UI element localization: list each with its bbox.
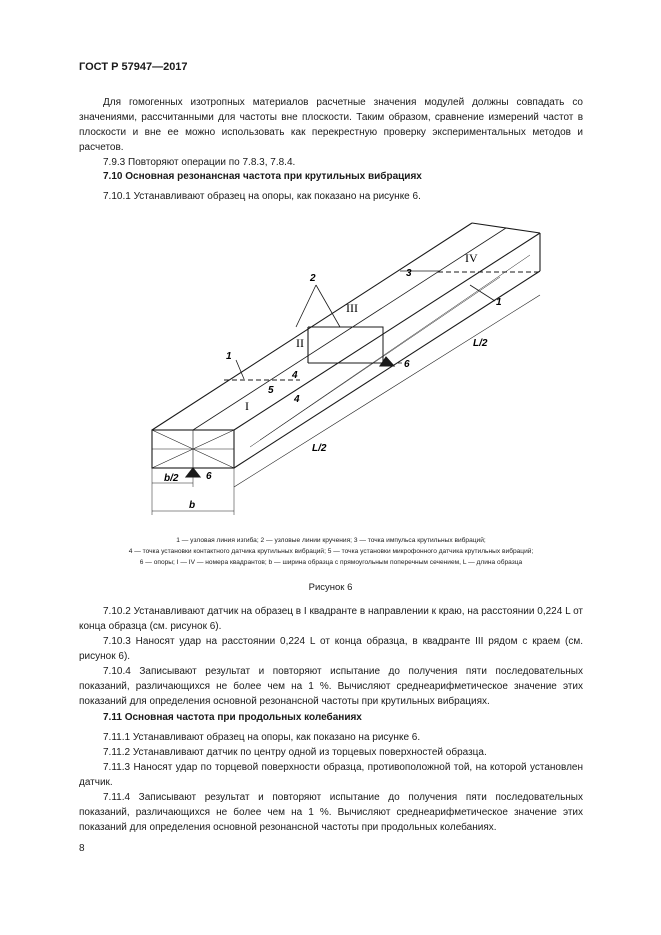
label-6-mid: 6 <box>404 359 410 370</box>
label-6-front: 6 <box>206 471 212 482</box>
dimension-b: b <box>189 500 196 511</box>
clause-7-9-3: 7.9.3 Повторяют операции по 7.8.3, 7.8.4. <box>103 157 296 168</box>
dimension-b2: b/2 <box>164 473 179 484</box>
quadrant-2-label: II <box>296 336 304 350</box>
dimension-l2-right: L/2 <box>473 338 488 349</box>
clause-7-11-3: 7.11.3 Наносят удар по торцевой поверхности образца, противоположной той, на которой установлен датчик. <box>79 762 583 788</box>
intro-paragraph: Для гомогенных изотропных материалов расчетные значения модулей должны совпадать со значениями, рассчитанными для частоты вне плоскости. Таким образом, сравнение измерений частот в плоскости и вне ее можно использовать как перекрестную проверку экспериментальных методов и расчетов. <box>79 97 583 153</box>
quadrant-1-label: I <box>245 399 249 413</box>
figure-6-diagram <box>140 215 560 525</box>
label-2: 2 <box>310 273 316 284</box>
clause-7-10-1: 7.10.1 Устанавливают образец на опоры, как показано на рисунке 6. <box>103 191 421 202</box>
label-1-left: 1 <box>226 351 232 362</box>
clause-7-11-4: 7.11.4 Записывают результат и повторяют испытание до получения пяти последовательных показаний, различающихся не более чем на 1 %. Вычисляют среднеарифметическое значение этих показаний для определения основной резонансной частоты при продольных колебаниях. <box>79 792 583 833</box>
label-4-top: 4 <box>292 370 298 381</box>
clause-7-10-3: 7.10.3 Наносят удар на расстоянии 0,224 L от конца образца, в квадранте III рядом с краем (см. рисунок 6). <box>79 636 583 662</box>
section-7-10-title: 7.10 Основная резонансная частота при крутильных вибрациях <box>103 171 422 182</box>
figure-legend-line-2: 4 — точка установки контактного датчика крутильных вибраций; 5 — точка установки микрофонного датчика крутильных вибраций; <box>128 548 534 555</box>
label-1-right: 1 <box>496 297 502 308</box>
section-7-11-title: 7.11 Основная частота при продольных колебаниях <box>103 712 362 723</box>
label-5: 5 <box>268 385 274 396</box>
label-3: 3 <box>406 268 412 279</box>
label-4-side: 4 <box>294 394 300 405</box>
figure-legend-line-3: 6 — опоры; I — IV — номера квадрантов; b — ширина образца с прямоугольным поперечным сечением, L — длина образца <box>139 559 523 566</box>
clause-7-10-4: 7.10.4 Записывают результат и повторяют испытание до получения пяти последовательных показаний, различающихся не более чем на 1 %. Вычисляют среднеарифметическое значение этих показаний для определения основной резонансной частоты при крутильных вибрациях. <box>79 666 583 707</box>
document-header: ГОСТ Р 57947—2017 <box>79 61 188 73</box>
quadrant-4-label: IV <box>465 251 478 265</box>
figure-caption: Рисунок 6 <box>308 582 353 593</box>
clause-7-11-2: 7.11.2 Устанавливают датчик по центру одной из торцевых поверхностей образца. <box>103 747 487 758</box>
clause-7-11-1: 7.11.1 Устанавливают образец на опоры, как показано на рисунке 6. <box>103 732 421 743</box>
beam-top-right-edge <box>234 233 540 430</box>
quadrant-3-label: III <box>346 301 358 315</box>
dimension-l2-bottom: L/2 <box>312 443 327 454</box>
page-number: 8 <box>79 843 85 854</box>
figure-legend-line-1: 1 — узловая линия изгиба; 2 — узловые линии кручения; 3 — точка импульса крутильных вибраций; <box>176 537 486 544</box>
clause-7-10-2: 7.10.2 Устанавливают датчик на образец в I квадранте в направлении к краю, на расстоянии 0,224 L от конца образца (см. рисунок 6). <box>79 606 583 632</box>
